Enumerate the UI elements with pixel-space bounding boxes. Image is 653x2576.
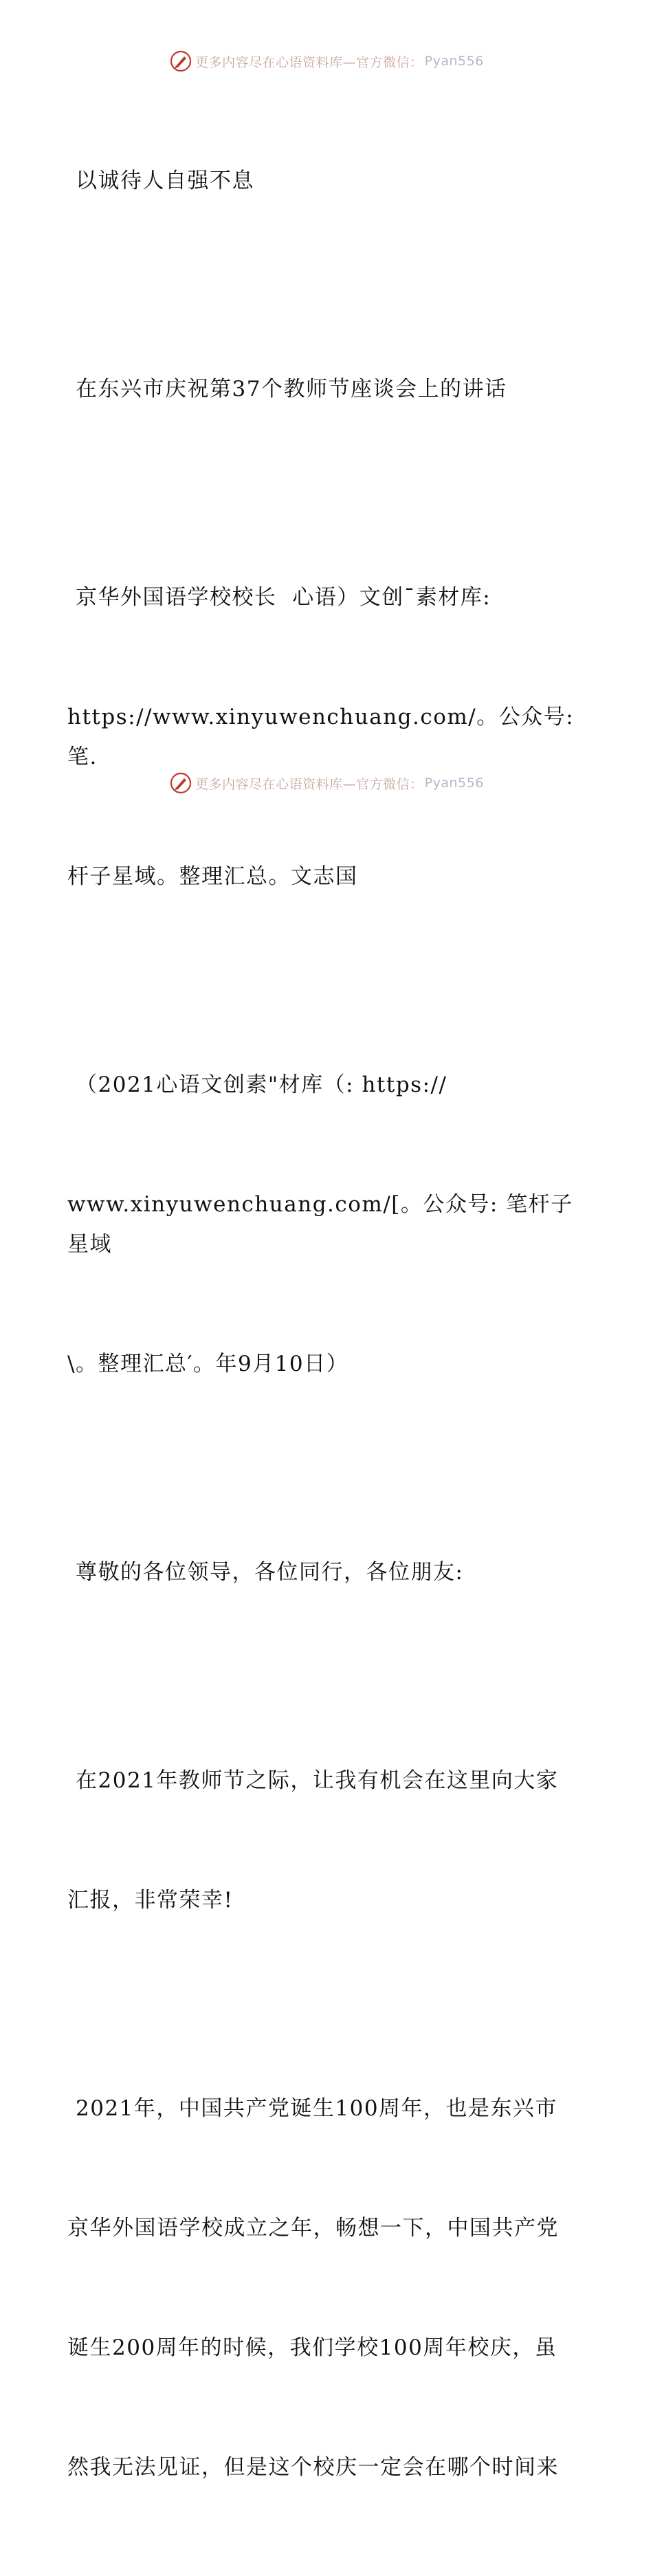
salutation: 尊敬的各位领导，各位同行，各位朋友: — [76, 1560, 464, 1585]
document-title: 以诚待人自强不息 — [76, 168, 254, 193]
document-body — [67, 81, 590, 2576]
watermark-handle: Pyan556 — [424, 54, 484, 69]
paragraph-1: 在2021年教师节之际，让我有机会在这里向大家 汇报，非常荣幸! — [67, 1768, 559, 1913]
pen-nib-circle-icon — [169, 49, 192, 73]
header-watermark — [0, 49, 653, 73]
watermark-text: 更多内容尽在心语资料库—官方微信： — [195, 54, 423, 70]
date-block: （2021心语文创素"材库（: https:// www.xinyuwenchuang.com/[。公众号: 笔杆子星域 \。整理汇总′。年9月10日） — [67, 1072, 573, 1376]
paragraph-2: 2021年，中国共产党诞生100周年，也是东兴市 京华外国语学校成立之年，畅想一下，中国共产党 诞生200周年的时候，我们学校100周年校庆，虽 然我无法见证，但是这个校庆一定会在哪个时间来 — [67, 2096, 559, 2480]
footer-watermark — [0, 771, 653, 795]
pen-nib-circle-icon — [169, 771, 192, 795]
watermark-handle: Pyan556 — [424, 775, 484, 791]
watermark-text: 更多内容尽在心语资料库—官方微信： — [195, 776, 423, 792]
document-subtitle: 在东兴市庆祝第37个教师节座谈会上的讲话 — [76, 377, 507, 401]
author-block: 京华外国语学校校长 心语）文创¯素材库: https://www.xinyuwenchuang.com/。公众号: 笔. 杆子星域。整理汇总。文志国 — [67, 585, 582, 889]
